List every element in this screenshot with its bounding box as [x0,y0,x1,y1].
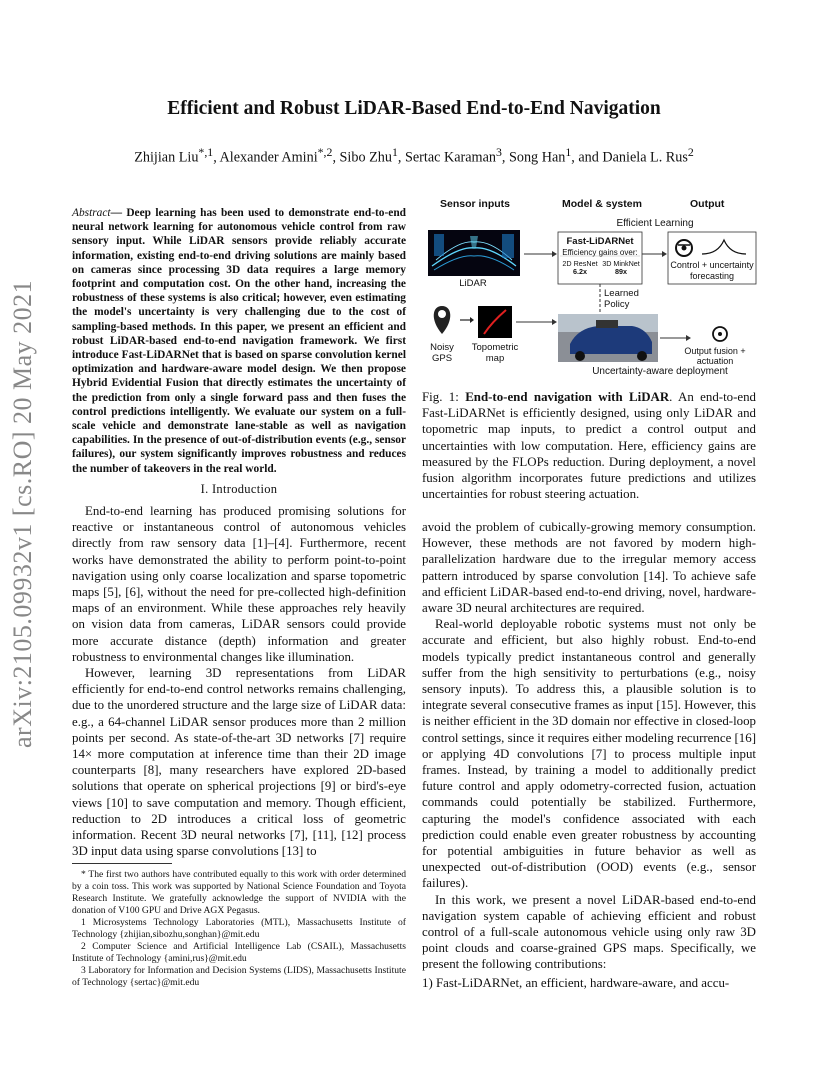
paper-title: Efficient and Robust LiDAR-Based End-to-End Navigation [167,98,661,119]
right-column-body [422,519,756,973]
caption-label: Fig. 1: [422,390,466,404]
caption-bold: End-to-end navigation with LiDAR [465,390,670,404]
steering-wheel-icon [713,327,727,341]
abstract [72,206,406,476]
lidar-label: LiDAR [459,278,487,289]
abstract-text: — Deep learning has been used to demonstrate end-to-end neural network learning for autonomous vehicle control from raw sensory input. While LiDAR sensors provide reliably accurate information, existing end-to-end driving solutions are mainly based on cameras since processing 3D data requires a large memory footprint and computation cost. On the other hand, increasing the robustness of these systems is also critical; however, even estimating the model's uncertainty is very challenging due to the cost of sampling-based methods. In this paper, we present an efficient and robust LiDAR-based end-to-end navigation framework. We first introduce Fast-LiDARNet that is based on sparse convolution kernel optimization and hardware-aware model design. We then propose Hybrid Evidential Fusion that directly estimates the uncertainty of the prediction from only a single forward pass and then fuses the control predictions intelligently. We evaluate our system on a full-scale vehicle and demonstrate lane-stable as well as navigation capabilities. In the presence of out-of-distribution events (e.g., sensor failures), our system significantly improves robustness and reduces the number of takeovers in the real world. [72,207,406,475]
footnote-rule [72,863,172,864]
figure-caption [422,389,756,502]
paragraph: avoid the problem of cubically-growing memory consumption. However, these methods are not favored by modern high-parallelization hardware due to the irregular memory access pattern introduced by sparse convolution [14]. To achieve safe and efficient LiDAR-based end-to-end driving, novel, hardware-aware 3D neural architectures are required. [422,520,756,616]
topometric-map-image [478,306,512,338]
topometric-map-label: Topometric map [471,342,519,364]
arxiv-sidebar [8,248,48,748]
figure-efficient-learning: Efficient Learning [616,218,694,229]
deployment-label: Uncertainty-aware deployment [592,366,728,377]
footnote-affiliation-3: 3 Laboratory for Information and Decision Systems (LIDS), Massachusetts Institute of Technology {sertac}@mit.edu [72,965,406,988]
footnote-affiliation-2: 2 Computer Science and Artificial Intelligence Lab (CSAIL), Massachusetts Institute of Technology {amini,rus}@mit.edu [72,941,406,964]
contribution-item: 1) Fast-LiDARNet, an efficient, hardware-aware, and accu- [422,976,730,990]
footnote-equal-contribution: * The first two authors have contributed equally to this work with order determined by a coin toss. This work was supported by National Science Foundation and Toyota Research Institute. We gratefully acknowledge the support of NVIDIA with the donation of V100 GPU and Drive AGX Pegasus. [72,869,406,916]
gps-pin-icon [434,306,451,334]
network-name: Fast-LiDARNet [566,236,634,247]
figure-col-output: Output [690,198,725,210]
figure-1 [420,196,760,381]
noisy-gps-label: Noisy GPS [430,342,454,364]
paragraph: In this work, we present a novel LiDAR-based end-to-end navigation system capable of achieving efficient and robust control of a full-scale autonomous vehicle using only raw 3D point clouds and coarse-grained GPS maps. Specifically, we present the following contributions: [422,892,756,972]
paragraph: End-to-end learning has produced promising solutions for reactive or instantaneous control of autonomous vehicles directly from raw sensory data [1]–[4]. Furthermore, recent works have demonstrated the ability to perform point-to-point navigation using only coarse localization and sparse topometric maps [5], [6], without the need for pre-collected high-definition maps of an environment. While these approaches rely heavily on vision data from cameras, LiDAR sensors could provide more accurate distance (depth) information and greater robustness to environmental changes like illumination. [72,504,406,664]
caption-text: . An end-to-end Fast-LiDARNet is efficiently designed, using only LiDAR and topometric map inputs, to predict a control output and uncertainties with low computation. Here, efficiency gains are measured by the FLOPs reduction. During deployment, a novel fusion algorithm incorporates future predictions and utilizes uncertainties for robust steering actuation. [422,390,756,502]
control-uncertainty-label: Control + uncertainty forecasting [670,260,754,281]
paragraph: However, learning 3D representations from LiDAR efficiently for end-to-end control networks remains challenging, due to the unordered structure and the large size of LiDAR data: e.g., a 64-channel LiDAR sensor produces more than 2 million points per second. As state-of-the-art 3D networks [7] require 14× more computation at inference time than their 2D image counterparts [8], many researchers have explored 2D-based solutions that operate on spherical projections [9] or bird's-eye views [10] to save computation and memory. Though efficient, reduction to 2D introduces a critical loss of geometric information. Recent 3D neural networks [7], [11], [12] process 3D input data using sparse convolutions [13] to [72,666,406,859]
figure-col-sensor: Sensor inputs [440,198,511,210]
output-fusion-label: Output fusion + actuation [684,346,746,366]
gains-over-label: Efficiency gains over: [562,248,638,257]
abstract-label: Abstract [72,207,111,219]
author-list: Zhijian Liu$^{*,1}$, Alexander Amini$^{*,2}$, Sibo Zhu$^1$, Sertac Karaman$^3$, Song Han$^1$, and Daniela L. Rus$^2$ [134,145,694,166]
footnotes [72,869,406,989]
paragraph: Real-world deployable robotic systems must not only be accurate and efficient, but also highly robust. End-to-end models typically predict instantaneous control and generally suffer from the high sensitivity to perturbations (e.g., noisy sensory inputs). To address this, a plausible solution is to integrate several consecutive frames as input [15]. However, this is neither efficient in the 3D domain nor effective in closed-loop control settings, since it requires either modeling recurrence [16] or applying 4D convolutions [7] to process multiple input frames. Instead, by training a model to additionally predict future control and apply odometry-corrected fusion, actuation commands could potentially be stabilized. Furthermore, capturing the model's confidence associated with each prediction could enable even greater robustness by accounting for potential ambiguities in future behavior as well as unexpected out-of-distribution (OOD) events (e.g., sensor failures). [422,617,756,891]
section-heading-introduction: I. Introduction [200,482,278,496]
gain-3d-minknet: 3D MinkNet 89x [602,259,640,276]
gain-2d-resnet: 2D ResNet 6.2x [562,259,598,276]
arxiv-identifier: arXiv:2105.09932v1 [cs.RO] 20 May 2021 [8,279,37,748]
learned-policy-label: Learned Policy [604,288,639,310]
left-column-body [72,503,406,859]
figure-col-model: Model & system [562,198,642,210]
footnote-affiliation-1: 1 Microsystems Technology Laboratories (MTL), Massachusetts Institute of Technology {zhijian,sibozhu,songhan}@mit.edu [72,917,406,940]
